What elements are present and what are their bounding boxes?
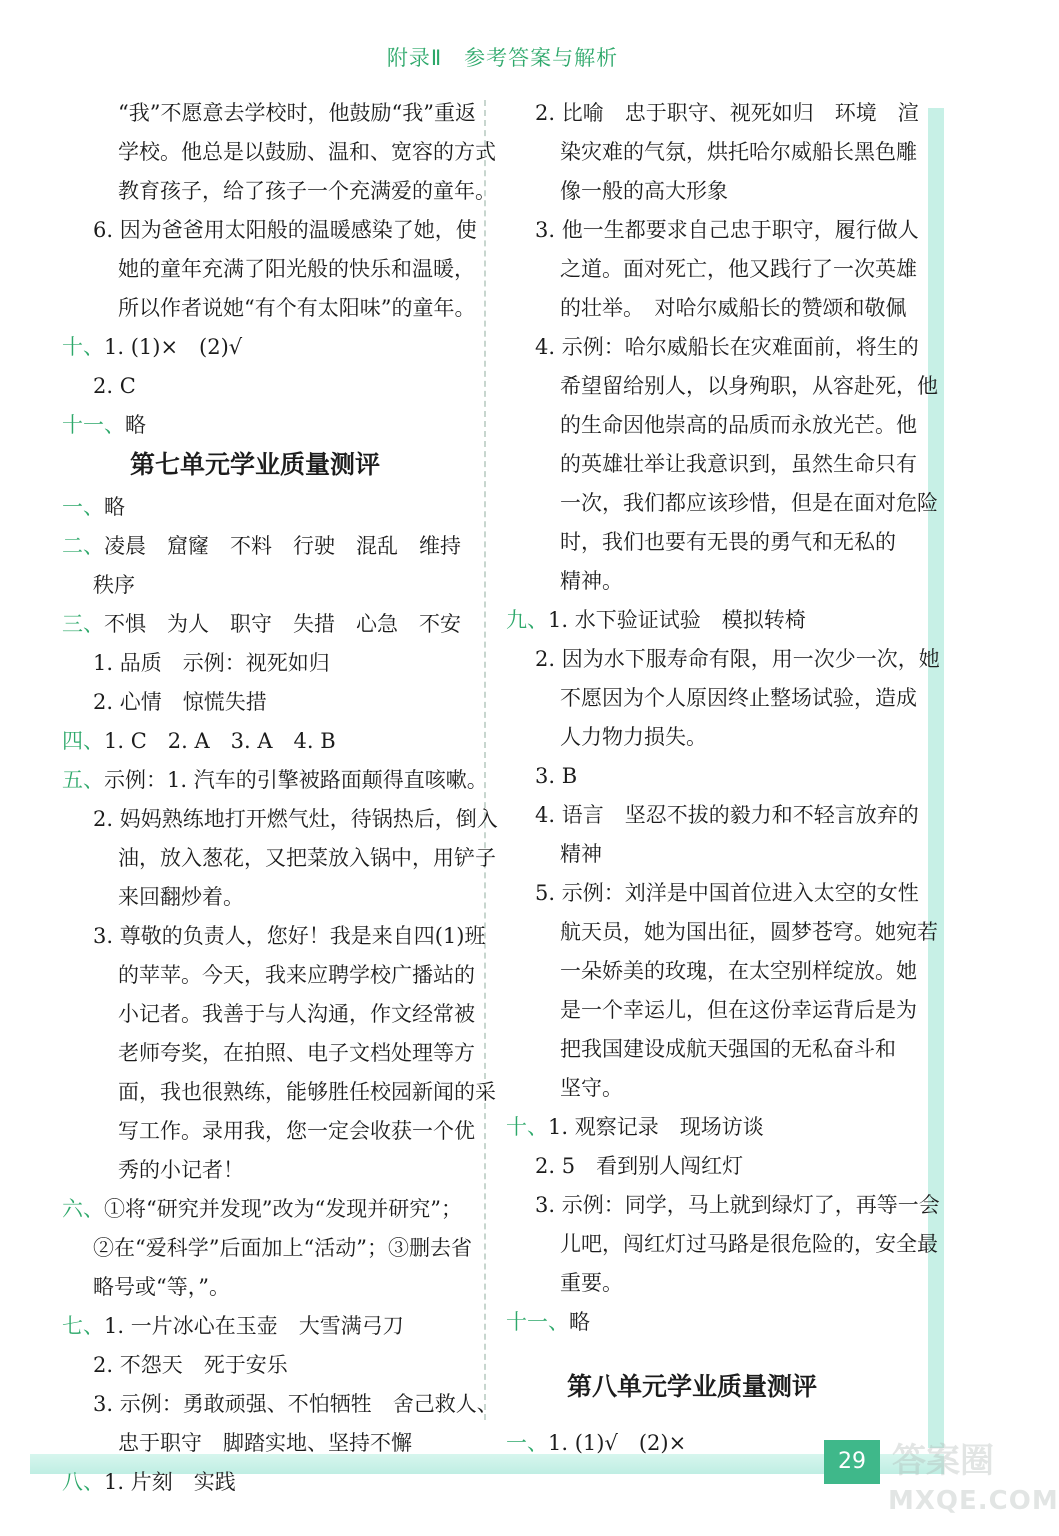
left-answer-line: 老师夸奖，在拍照、电子文档处理等方: [118, 1041, 475, 1065]
right-answer-line: 人力物力损失。: [560, 725, 707, 749]
left-answer-line: 的苹苹。今天，我来应聘学校广播站的: [118, 963, 475, 987]
page-header: [0, 42, 1005, 72]
left-answer-line: 小记者。我善于与人沟通，作文经常被: [118, 1002, 475, 1026]
right-answer-line: 4. 示例：哈尔威船长在灾难面前，将生的: [535, 335, 919, 359]
watermark-logo-text: 答案圈: [892, 1441, 994, 1481]
left-answer-line: 一、略: [62, 495, 125, 519]
right-answer-line: 的英雄壮举让我意识到，虽然生命只有: [560, 452, 917, 476]
left-answer-line: 四、1. C 2. A 3. A 4. B: [62, 729, 336, 753]
right-answer-line: 3. 示例：同学，马上就到绿灯了，再等一会: [535, 1193, 940, 1217]
left-answer-line: 八、1. 片刻 实践: [62, 1470, 236, 1494]
column-divider: [484, 100, 486, 1420]
left-answer-line: 七、1. 一片冰心在玉壶 大雪满弓刀: [62, 1314, 404, 1338]
right-answer-line: 十一、略: [506, 1310, 590, 1334]
left-answer-line: 五、示例：1. 汽车的引擎被路面颠得直咳嗽。: [62, 768, 488, 792]
left-answer-line: 来回翻炒着。: [118, 885, 244, 909]
right-answer-line: 2. 因为水下服寿命有限，用一次少一次，她: [535, 647, 940, 671]
unit-7-title: 第七单元学业质量测评: [130, 450, 381, 479]
left-answer-line: 2. 妈妈熟练地打开燃气灶，待锅热后，倒入: [93, 807, 498, 831]
left-answer-line: “我”不愿意去学校时，他鼓励“我”重返: [118, 101, 476, 125]
left-answer-line: 十一、略: [62, 413, 146, 437]
left-answer-line: 秀的小记者！: [118, 1158, 244, 1182]
right-answer-line: 染灾难的气氛，烘托哈尔威船长黑色雕: [560, 140, 917, 164]
right-answer-line: 航天员，她为国出征，圆梦苍穹。她宛若: [560, 920, 938, 944]
right-answer-line: 儿吧，闯红灯过马路是很危险的，安全最: [560, 1232, 938, 1256]
right-answer-line: 希望留给别人，以身殉职，从容赴死，他: [560, 374, 938, 398]
right-answer-line: 重要。: [560, 1271, 623, 1295]
left-answer-line: 2. 不怨天 死于安乐: [93, 1353, 288, 1377]
header-appendix: 附录Ⅱ: [386, 46, 443, 70]
left-answer-line: 3. 示例：勇敢顽强、不怕牺牲 舍己救人、: [93, 1392, 498, 1416]
right-answer-line: 的生命因他崇高的品质而永放光芒。他: [560, 413, 917, 437]
right-answer-line: 精神: [560, 842, 602, 866]
left-answer-line: 6. 因为爸爸用太阳般的温暖感染了她，使: [93, 218, 477, 242]
right-answer-line: 一朵娇美的玫瑰，在太空别样绽放。她: [560, 959, 917, 983]
left-answer-line: 学校。他总是以鼓励、温和、宽容的方式: [118, 140, 496, 164]
left-answer-line: 秩序: [93, 573, 135, 597]
left-answer-line: ②在“爱科学”后面加上“活动”；③删去省: [93, 1236, 472, 1260]
watermark-logo: [888, 1436, 1059, 1526]
right-answer-line: 九、1. 水下验证试验 模拟转椅: [506, 608, 806, 632]
right-answer-line: 是一个幸运儿，但在这份幸运背后是为: [560, 998, 917, 1022]
left-answer-line: 2. C: [93, 374, 136, 398]
left-answer-line: 她的童年充满了阳光般的快乐和温暖，: [118, 257, 475, 281]
right-answer-line: 3. B: [535, 764, 578, 788]
left-answer-line: 1. 品质 示例：视死如归: [93, 651, 330, 675]
right-answer-line: 5. 示例：刘洋是中国首位进入太空的女性: [535, 881, 919, 905]
right-answer-line: 坚守。: [560, 1076, 623, 1100]
right-answer-line: 2. 比喻 忠于职守、视死如归 环境 渲: [535, 101, 919, 125]
left-answer-line: 写工作。录用我，您一定会收获一个优: [118, 1119, 475, 1143]
right-answer-line: 把我国建设成航天强国的无私奋斗和: [560, 1037, 896, 1061]
left-answer-line: 油，放入葱花，又把菜放入锅中，用铲子: [118, 846, 496, 870]
left-answer-line: 六、①将“研究并发现”改为“发现并研究”；: [62, 1197, 462, 1221]
right-answer-line: 2. 5 看到别人闯红灯: [535, 1154, 744, 1178]
left-answer-line: 三、不惧 为人 职守 失措 心急 不安: [62, 612, 461, 636]
left-answer-line: 十、1. (1)× (2)√: [62, 335, 243, 359]
left-answer-line: 教育孩子，给了孩子一个充满爱的童年。: [118, 179, 496, 203]
right-answer-line: 精神。: [560, 569, 623, 593]
header-title: 参考答案与解析: [464, 46, 619, 70]
page-number: 29: [824, 1440, 880, 1484]
right-answer-line: 的壮举。 对哈尔威船长的赞颂和敬佩: [560, 296, 907, 320]
right-answer-line: 之道。面对死亡，他又践行了一次英雄: [560, 257, 917, 281]
left-answer-line: 2. 心情 惊慌失措: [93, 690, 267, 714]
right-answer-line: 十、1. 观察记录 现场访谈: [506, 1115, 764, 1139]
right-answer-line: 像一般的高大形象: [560, 179, 728, 203]
right-answer-line: 一、1. (1)√ (2)×: [506, 1431, 687, 1455]
watermark-url: MXQE.COM: [888, 1486, 1059, 1516]
left-answer-line: 3. 尊敬的负责人，您好！我是来自四(1)班: [93, 924, 486, 948]
unit-8-title: 第八单元学业质量测评: [567, 1372, 818, 1401]
right-answer-line: 一次，我们都应该珍惜，但是在面对危险: [560, 491, 938, 515]
right-answer-line: 时，我们也要有无畏的勇气和无私的: [560, 530, 896, 554]
left-answer-line: 所以作者说她“有个有太阳味”的童年。: [118, 296, 476, 320]
right-answer-line: 不愿因为个人原因终止整场试验，造成: [560, 686, 917, 710]
left-answer-line: 忠于职守 脚踏实地、坚持不懈: [118, 1431, 412, 1455]
left-answer-line: 面，我也很熟练，能够胜任校园新闻的采: [118, 1080, 496, 1104]
right-answer-line: 4. 语言 坚忍不拔的毅力和不轻言放弃的: [535, 803, 919, 827]
left-answer-line: 二、凌晨 窟窿 不料 行驶 混乱 维持: [62, 534, 461, 558]
left-answer-line: 略号或“等，”。: [93, 1275, 230, 1299]
right-answer-line: 3. 他一生都要求自己忠于职守，履行做人: [535, 218, 919, 242]
